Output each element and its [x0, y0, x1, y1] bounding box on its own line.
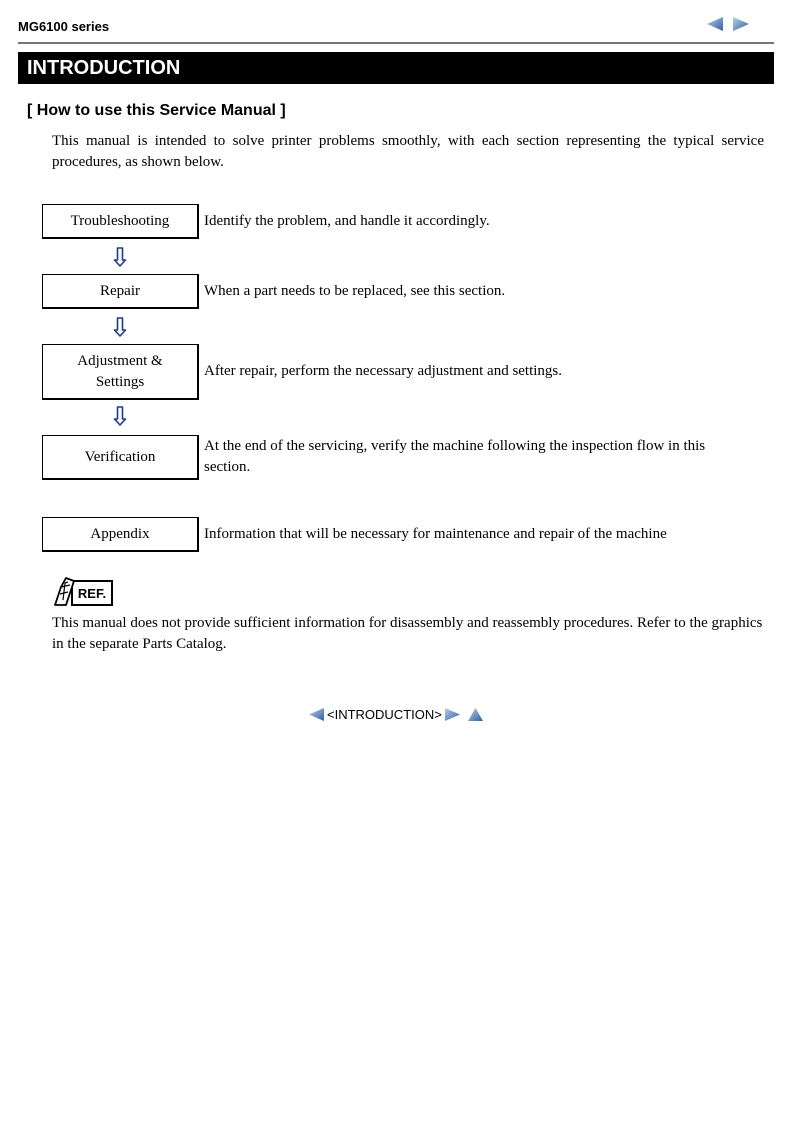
adjustment-settings-box — [42, 344, 199, 400]
repair-label: Repair — [100, 282, 140, 299]
page-top-icon[interactable] — [467, 707, 484, 722]
down-arrow-icon — [113, 406, 127, 426]
down-arrow-icon — [113, 317, 127, 337]
troubleshooting-box — [42, 204, 199, 239]
adjustment-label-line2: Settings — [95, 373, 145, 390]
repair-box — [42, 274, 199, 309]
document-series: MG6100 series — [18, 19, 110, 34]
next-page-icon[interactable] — [732, 16, 750, 32]
header-nav — [706, 16, 750, 32]
footer-section-link[interactable]: <INTRODUCTION> — [327, 707, 442, 722]
adjustment-desc: After repair, perform the necessary adjustment and settings. — [204, 363, 563, 379]
footer-nav — [308, 707, 484, 722]
adjustment-label-line1: Adjustment & — [77, 352, 163, 369]
ref-note: This manual does not provide sufficient information for disassembly and reassembly procedures. Refer to the graphics in the separate Parts Catalog. — [52, 615, 763, 652]
ref-icon-label: REF. — [77, 586, 107, 601]
subheading: [ How to use this Service Manual ] — [27, 102, 286, 119]
repair-desc: When a part needs to be replaced, see this section. — [204, 283, 506, 299]
down-arrow-icon — [113, 247, 127, 267]
prev-page-icon[interactable] — [706, 16, 724, 32]
appendix-box — [42, 517, 199, 552]
prev-page-icon[interactable] — [308, 707, 325, 722]
troubleshooting-label: Troubleshooting — [70, 212, 170, 229]
ref-icon — [52, 576, 114, 608]
appendix-desc: Information that will be necessary for maintenance and repair of the machine — [204, 526, 667, 542]
verification-label: Verification — [84, 448, 156, 465]
header-divider — [18, 42, 774, 44]
next-page-icon[interactable] — [444, 707, 461, 722]
intro-paragraph: This manual is intended to solve printer problems smoothly, with each section representing the typical service procedures, as shown below. — [52, 133, 764, 170]
section-title: INTRODUCTION — [18, 52, 774, 84]
appendix-label: Appendix — [90, 525, 150, 542]
verification-desc: At the end of the servicing, verify the machine following the inspection flow in this section. — [204, 438, 706, 475]
verification-box — [42, 435, 199, 480]
troubleshooting-desc: Identify the problem, and handle it accordingly. — [204, 213, 490, 229]
